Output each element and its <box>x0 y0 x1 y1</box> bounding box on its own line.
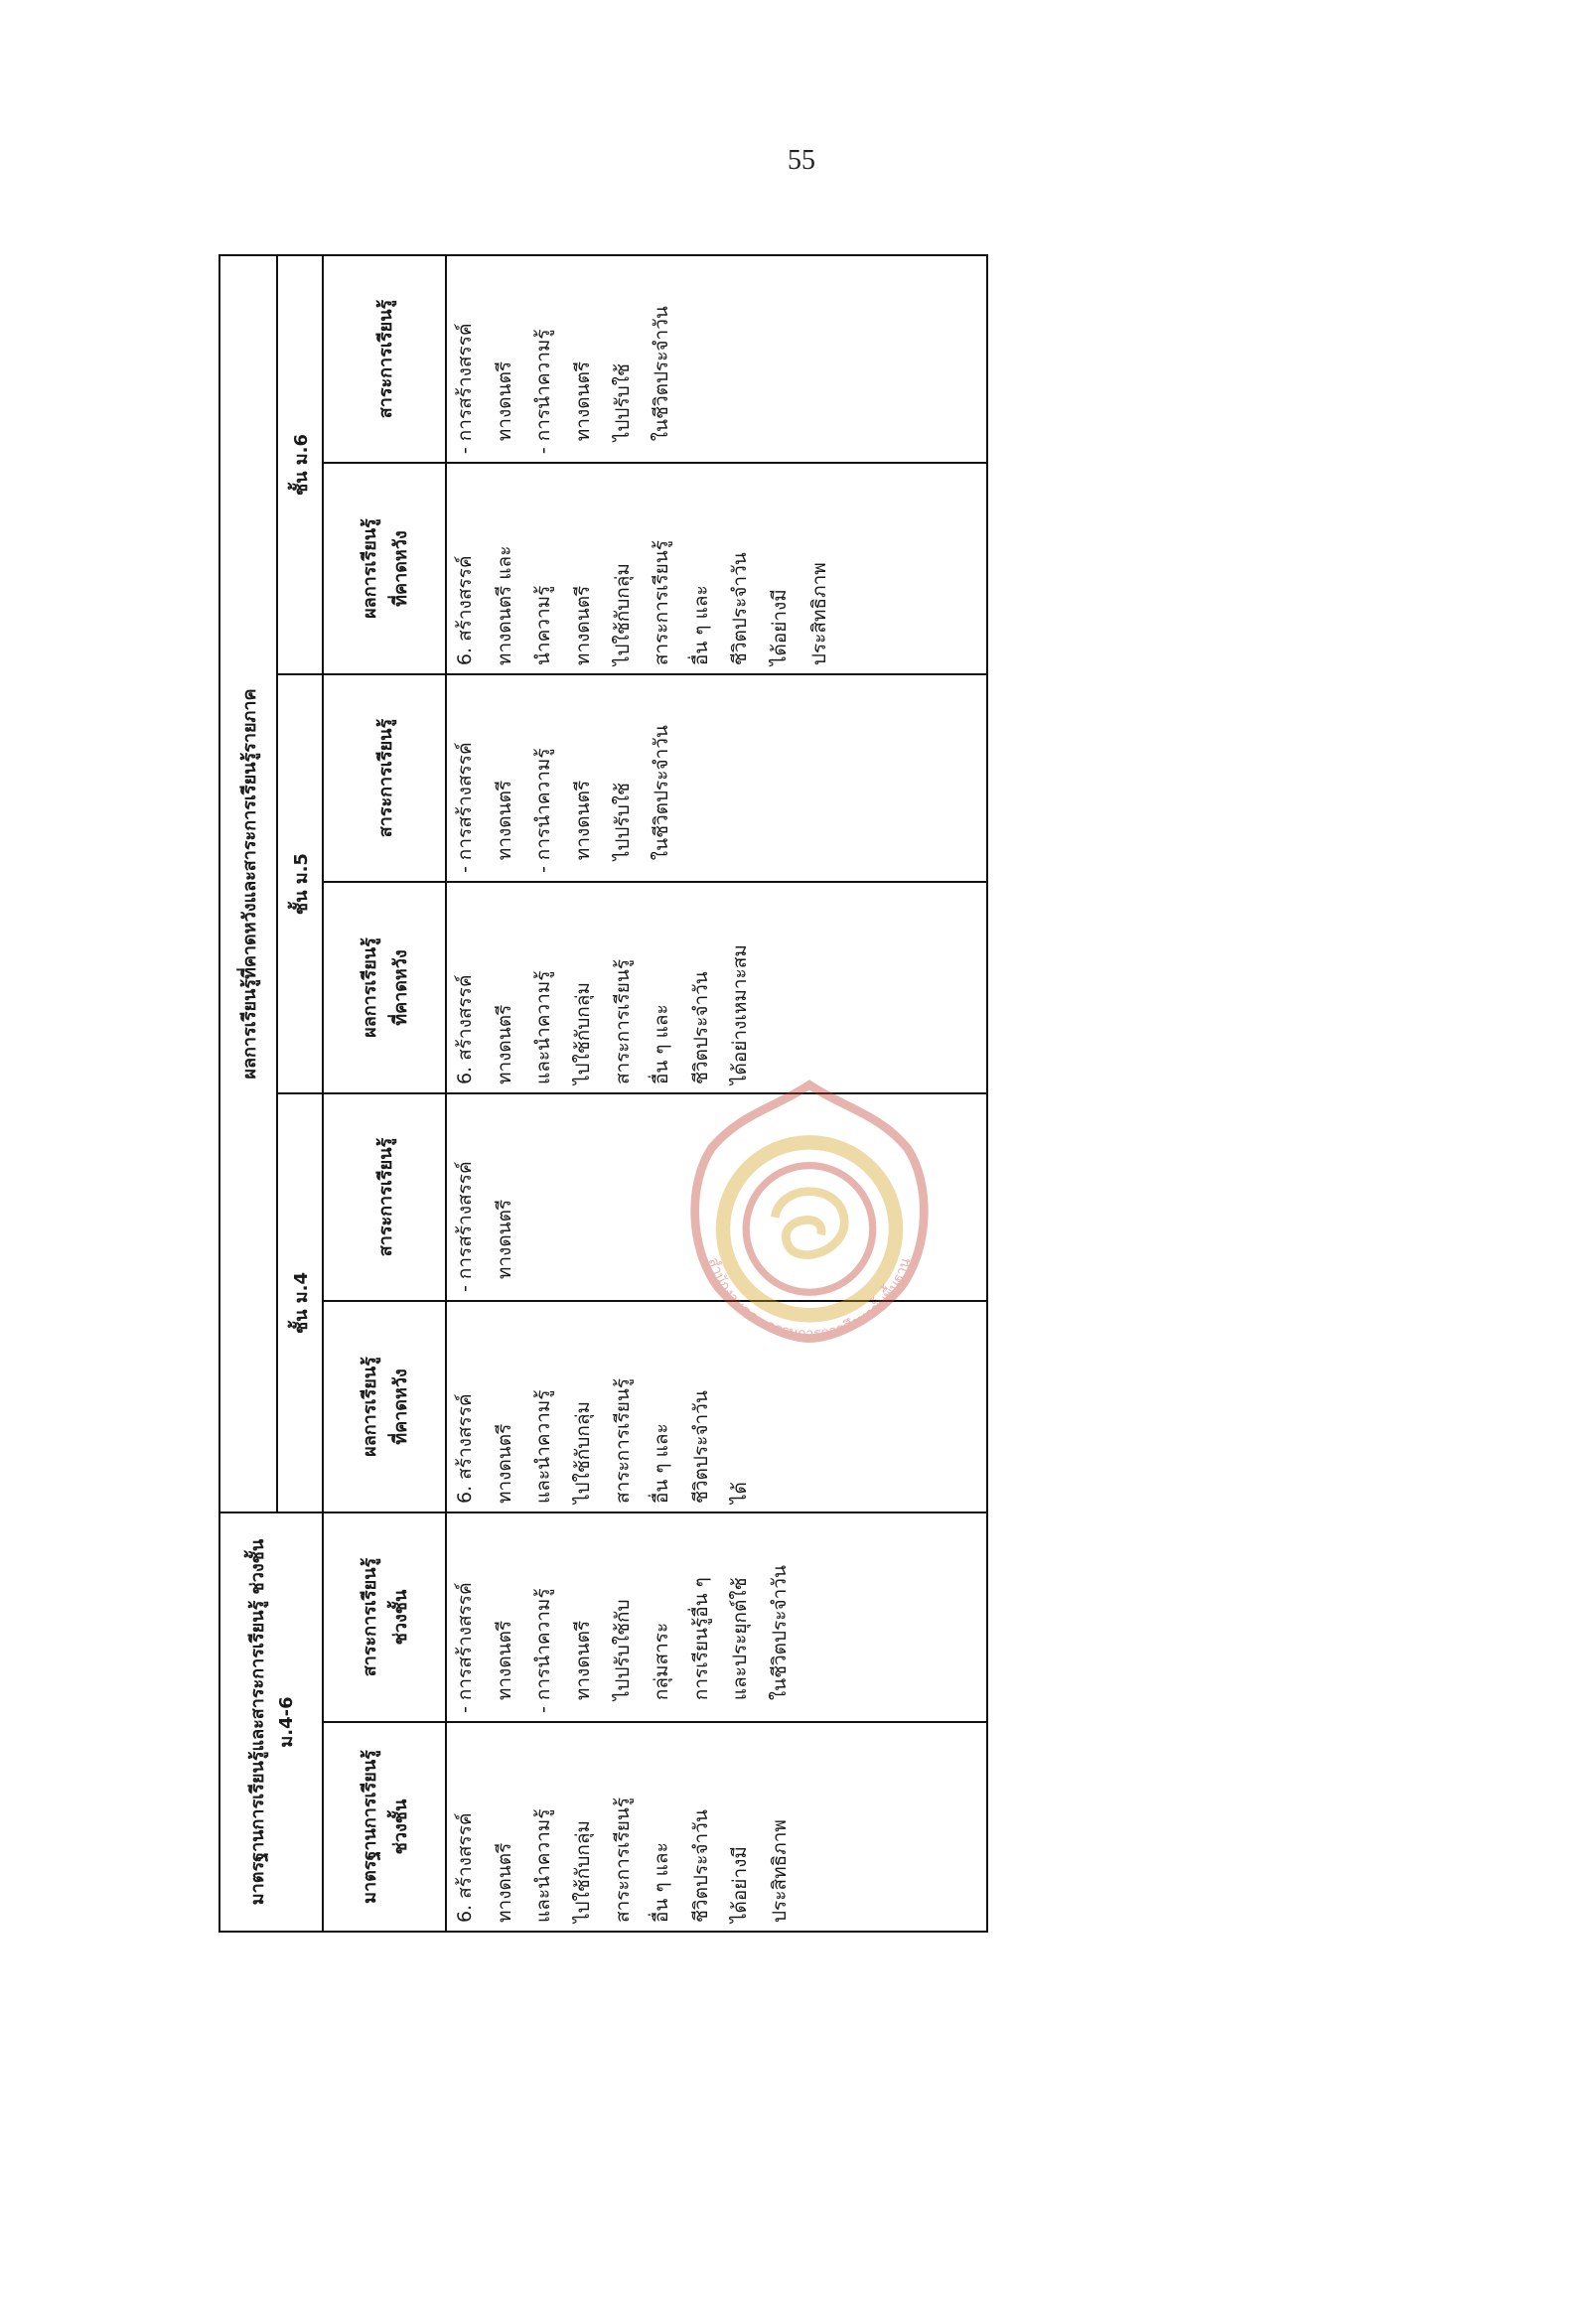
col-header-m5-content: สาระการเรียนรู้ <box>323 674 446 882</box>
item-line: ทางดนตรี <box>493 1620 515 1701</box>
m5-result-line: สาระการเรียนรู้ <box>611 958 634 1085</box>
m4-result-line: 6. สร้างสรรค์ <box>454 1393 476 1505</box>
m6-content-item <box>531 264 675 454</box>
m6-result-line: ไปใช้กับกลุ่ม <box>611 563 634 666</box>
standard-content-item <box>453 1521 517 1713</box>
grade-m4-header: ชั้น ม.4 <box>277 1093 323 1512</box>
bullet-marker: - <box>532 447 555 455</box>
grade-m6-header: ชั้น ม.6 <box>277 255 323 674</box>
bullet-marker: - <box>454 1706 476 1714</box>
cell-m5-content <box>446 674 987 882</box>
m6-result-line: ชีวิตประจำวัน <box>729 552 752 666</box>
cell-standard <box>446 1722 987 1932</box>
item-line: กลุ่มสาระ <box>651 1622 673 1701</box>
item-line: การนำความรู้ <box>532 1588 555 1701</box>
m5-content-item <box>453 683 517 873</box>
m6-result-line: ได้อย่างมี <box>769 589 792 666</box>
cell-m6-result <box>446 463 987 674</box>
curriculum-table <box>218 254 988 1933</box>
item-line: และประยุกต์ใช้ <box>729 1577 752 1701</box>
item-line: การสร้างสรรค์ <box>454 1161 476 1280</box>
m5-result-line: 6. สร้างสรรค์ <box>454 974 476 1085</box>
m6-result-line: นำความรู้ <box>532 585 555 666</box>
expected-results-group-header: ผลการเรียนรู้ที่คาดหวังและสาระการเรียนรู้รายภาค <box>219 255 277 1512</box>
cell-standard-content <box>446 1512 987 1722</box>
item-line: ในชีวิตประจำวัน <box>769 1565 792 1701</box>
m5-result-line: ทางดนตรี <box>493 1004 515 1085</box>
standard-line: และนำความรู้ <box>532 1808 555 1923</box>
m4-result-line: อื่น ๆ และ <box>651 1423 673 1505</box>
bullet-marker: - <box>532 1706 555 1714</box>
item-line: การสร้างสรรค์ <box>454 323 476 442</box>
m5-content-item <box>531 683 675 873</box>
item-line: ไปปรับใช้ <box>611 363 634 442</box>
cell-m4-result <box>446 1301 987 1512</box>
m4-result-line: ไปใช้กับกลุ่ม <box>571 1400 594 1505</box>
table-row <box>446 255 987 1932</box>
header-row-columns <box>323 255 446 1932</box>
standard-content-item <box>531 1521 793 1713</box>
item-line: ในชีวิตประจำวัน <box>651 725 673 861</box>
m4-result-line: สาระการเรียนรู้ <box>611 1377 634 1505</box>
m6-content-item <box>453 264 517 454</box>
bullet-marker: - <box>532 866 555 874</box>
m6-result-line: ทางดนตรี และ <box>493 545 515 666</box>
standards-group-header: มาตรฐานการเรียนรู้และสาระการเรียนรู้ ช่วงชั้น ม.4-6 <box>219 1512 323 1932</box>
item-line: การนำความรู้ <box>532 329 555 442</box>
cell-m6-content <box>446 255 987 463</box>
m6-result-line: สาระการเรียนรู้ <box>651 539 673 666</box>
m5-result-line: ได้อย่างเหมาะสม <box>729 944 752 1085</box>
col-header-standard-content: สาระการเรียนรู้ ช่วงชั้น <box>323 1512 446 1722</box>
standard-line: 6. สร้างสรรค์ <box>454 1812 476 1923</box>
col-header-m4-content: สาระการเรียนรู้ <box>323 1093 446 1301</box>
m6-result-line: 6. สร้างสรรค์ <box>454 555 476 666</box>
item-line: การสร้างสรรค์ <box>454 1582 476 1701</box>
curriculum-table-frame <box>218 254 988 1933</box>
m5-result-line: อื่น ๆ และ <box>651 1004 673 1085</box>
seal-ring-text: สำนักงานคณะกรรมการการศึกษาขั้นพื้นฐาน <box>704 1255 915 1343</box>
bullet-marker: - <box>454 1285 476 1293</box>
standard-line: สาระการเรียนรู้ <box>611 1797 634 1923</box>
item-line: ทางดนตรี <box>493 1199 515 1280</box>
item-line: ไปปรับใช้กับ <box>611 1599 634 1701</box>
item-line: การสร้างสรรค์ <box>454 742 476 861</box>
grade-m5-header: ชั้น ม.5 <box>277 674 323 1093</box>
m5-result-line: ชีวิตประจำวัน <box>689 971 712 1085</box>
m4-result-line: ชีวิตประจำวัน <box>689 1390 712 1505</box>
item-line: ทางดนตรี <box>571 780 594 861</box>
col-header-m6-content: สาระการเรียนรู้ <box>323 255 446 463</box>
m5-result-line: และนำความรู้ <box>532 970 555 1085</box>
standard-line: ประสิทธิภาพ <box>769 1819 792 1923</box>
item-line: ทางดนตรี <box>571 1620 594 1701</box>
bullet-marker: - <box>454 447 476 455</box>
standard-line: ชีวิตประจำวัน <box>689 1809 712 1923</box>
m6-result-line: ทางดนตรี <box>571 585 594 666</box>
m6-result-line: อื่น ๆ และ <box>689 585 712 666</box>
item-line: ทางดนตรี <box>493 360 515 442</box>
item-line: ไปปรับใช้ <box>611 783 634 861</box>
item-line: ทางดนตรี <box>493 780 515 861</box>
item-line: การเรียนรู้อื่น ๆ <box>689 1577 712 1701</box>
standard-line: ทางดนตรี <box>493 1842 515 1923</box>
col-header-m4-result: ผลการเรียนรู้ ที่คาดหวัง <box>323 1301 446 1512</box>
m4-result-line: ได้ <box>729 1482 752 1505</box>
rotated-table-container <box>218 254 988 1933</box>
m6-result-line: ประสิทธิภาพ <box>807 562 830 666</box>
cell-m4-content <box>446 1093 987 1301</box>
page-number: 55 <box>788 145 815 176</box>
m5-result-line: ไปใช้กับกลุ่ม <box>571 982 594 1085</box>
item-line: ในชีวิตประจำวัน <box>651 306 673 442</box>
cell-m5-result <box>446 882 987 1093</box>
col-header-m6-result: ผลการเรียนรู้ ที่คาดหวัง <box>323 463 446 674</box>
standard-line: ได้อย่างมี <box>729 1846 752 1923</box>
m4-content-item <box>453 1102 517 1292</box>
item-line: การนำความรู้ <box>532 748 555 861</box>
standard-line: ไปใช้กับกลุ่ม <box>571 1819 594 1923</box>
col-header-m5-result: ผลการเรียนรู้ ที่คาดหวัง <box>323 882 446 1093</box>
standard-line: อื่น ๆ และ <box>651 1842 673 1923</box>
m4-result-line: และนำความรู้ <box>532 1389 555 1505</box>
item-line: ทางดนตรี <box>571 360 594 442</box>
bullet-marker: - <box>454 866 476 874</box>
m4-result-line: ทางดนตรี <box>493 1423 515 1505</box>
header-row-group <box>219 255 277 1932</box>
col-header-standard: มาตรฐานการเรียนรู้ ช่วงชั้น <box>323 1722 446 1932</box>
